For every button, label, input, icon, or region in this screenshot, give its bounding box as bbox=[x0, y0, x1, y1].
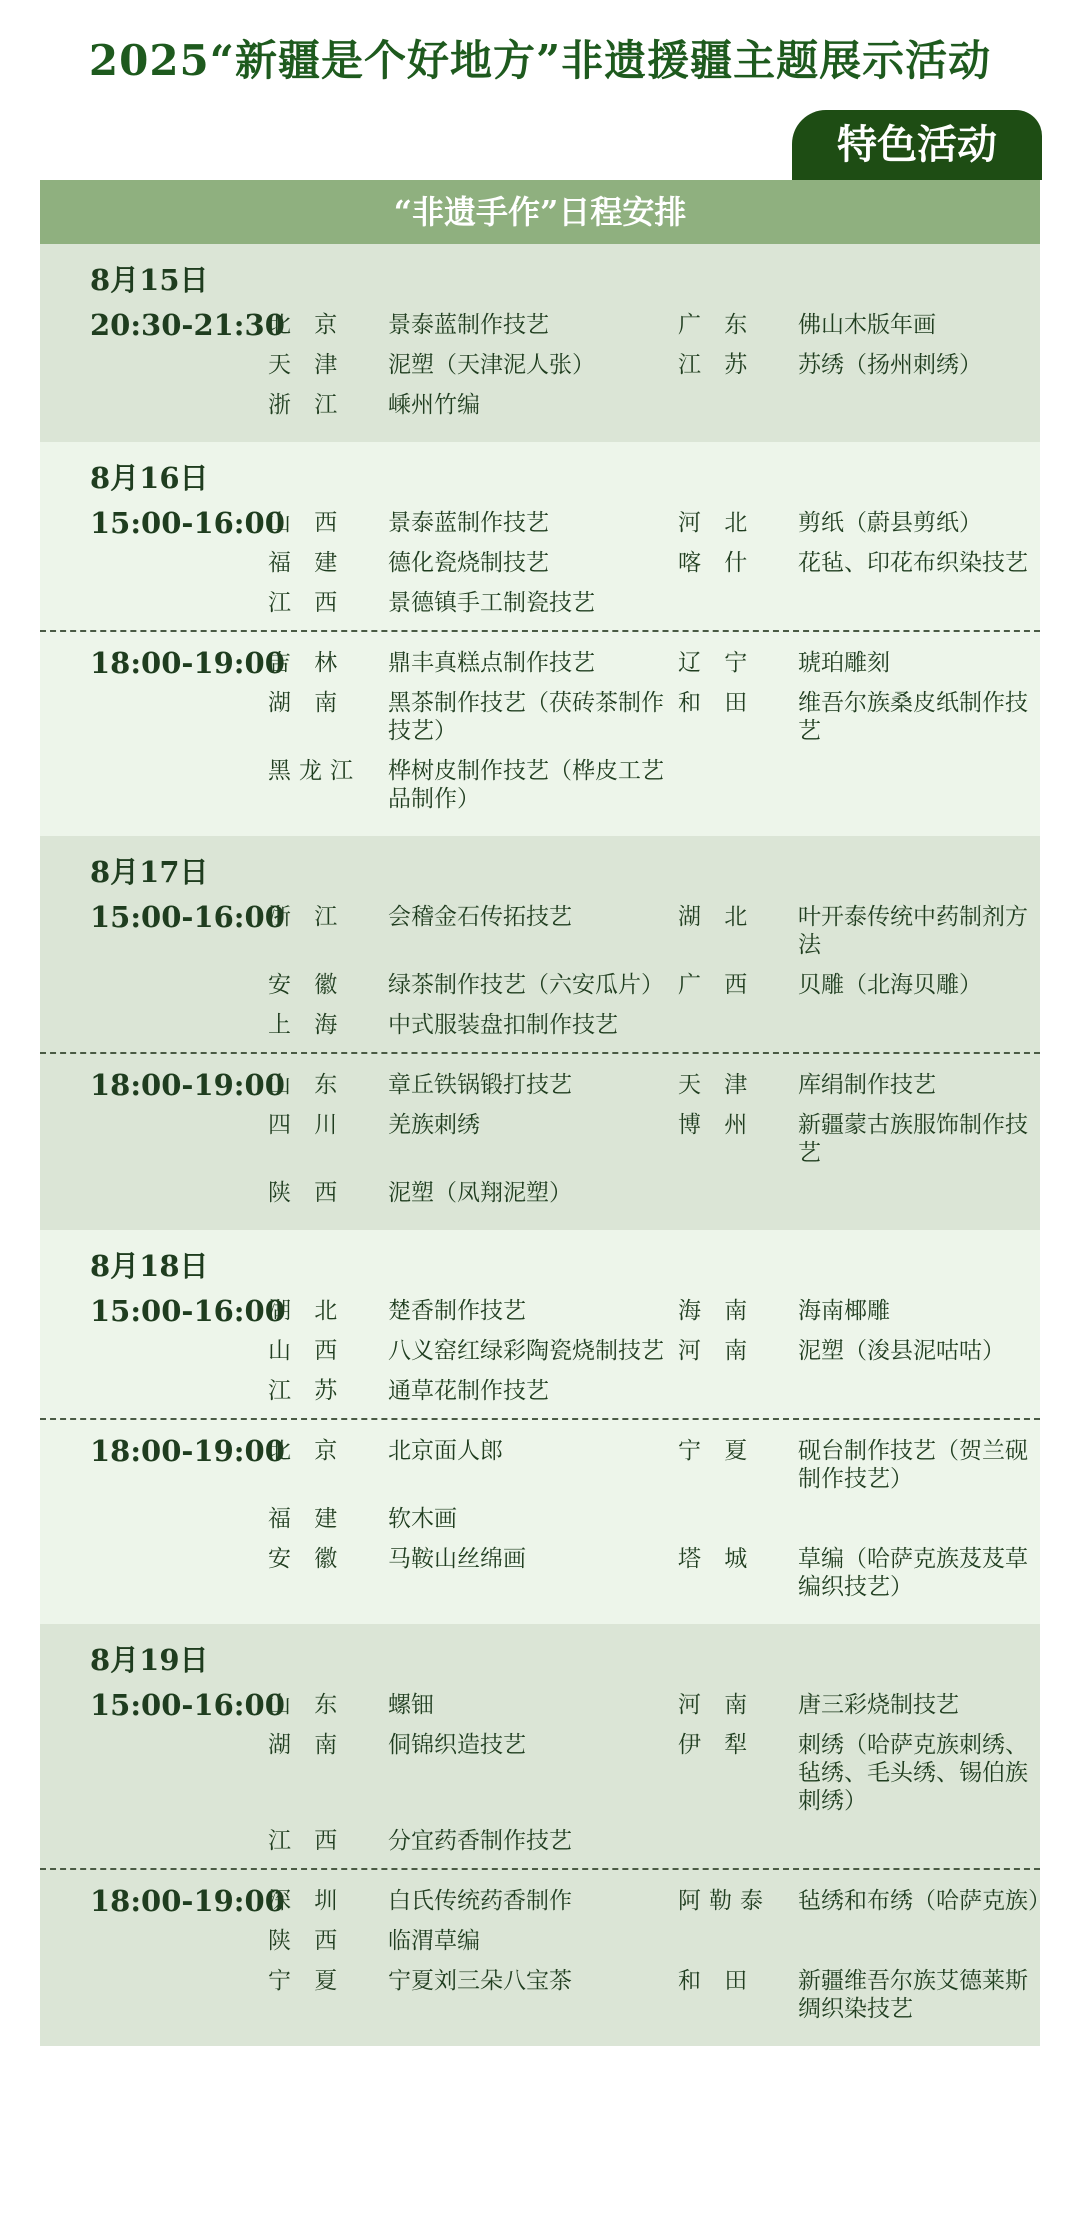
craft-left: 德化瓷烧制技艺 bbox=[388, 550, 549, 576]
session-time: 15:00-16:00 bbox=[90, 1294, 285, 1328]
province-left: 江 苏 bbox=[268, 1378, 346, 1404]
province-right bbox=[678, 586, 798, 620]
craft-left: 临渭草编 bbox=[388, 1928, 480, 1954]
province-left: 湖 南 bbox=[268, 690, 346, 716]
craft-left: 桦树皮制作技艺（桦皮工艺品制作） bbox=[388, 758, 664, 812]
craft-right: 剪纸（蔚县剪纸） bbox=[798, 510, 982, 536]
province-left: 深 圳 bbox=[268, 1888, 346, 1914]
province-right bbox=[678, 1374, 798, 1408]
feature-tag: 特色活动 bbox=[792, 110, 1042, 180]
craft-right: 贝雕（北海贝雕） bbox=[798, 972, 982, 998]
schedule-banner: “非遗手作”日程安排 bbox=[40, 180, 1040, 244]
craft-right bbox=[798, 1176, 1040, 1210]
province-right bbox=[678, 754, 798, 816]
craft-left: 黑茶制作技艺（茯砖茶制作技艺） bbox=[388, 690, 664, 744]
province-right bbox=[678, 1924, 798, 1958]
province-right: 伊 犁 bbox=[678, 1732, 756, 1758]
province-left: 浙 江 bbox=[268, 392, 346, 418]
province-right: 湖 北 bbox=[678, 904, 756, 930]
province-left: 山 西 bbox=[268, 1338, 346, 1364]
session-block bbox=[40, 302, 1040, 432]
craft-left: 八义窑红绿彩陶瓷烧制技艺 bbox=[388, 1338, 664, 1364]
craft-left: 通草花制作技艺 bbox=[388, 1378, 549, 1404]
province-left: 福 建 bbox=[268, 550, 346, 576]
province-right bbox=[678, 388, 798, 422]
craft-left: 宁夏刘三朵八宝茶 bbox=[388, 1968, 572, 1994]
session-grid bbox=[268, 1434, 1040, 1604]
session-block bbox=[40, 630, 1040, 826]
day-block bbox=[40, 244, 1040, 442]
craft-left: 侗锦织造技艺 bbox=[388, 1732, 526, 1758]
province-right: 喀 什 bbox=[678, 550, 756, 576]
craft-right: 佛山木版年画 bbox=[798, 312, 936, 338]
province-left: 北 京 bbox=[268, 312, 346, 338]
craft-right: 唐三彩烧制技艺 bbox=[798, 1692, 959, 1718]
craft-left: 会稽金石传拓技艺 bbox=[388, 904, 572, 930]
craft-left: 泥塑（凤翔泥塑） bbox=[388, 1180, 572, 1206]
craft-right bbox=[798, 388, 1040, 422]
province-right: 海 南 bbox=[678, 1298, 756, 1324]
province-left: 湖 南 bbox=[268, 1732, 346, 1758]
province-left: 湖 北 bbox=[268, 1298, 346, 1324]
day-date: 8月15日 bbox=[90, 263, 209, 297]
craft-left: 景德镇手工制瓷技艺 bbox=[388, 590, 595, 616]
session-time: 15:00-16:00 bbox=[90, 1688, 285, 1722]
day-date: 8月19日 bbox=[90, 1643, 209, 1677]
province-right: 宁 夏 bbox=[678, 1438, 756, 1464]
session-block bbox=[40, 1682, 1040, 1868]
craft-left: 章丘铁锅锻打技艺 bbox=[388, 1072, 572, 1098]
craft-right: 刺绣（哈萨克族刺绣、毡绣、毛头绣、锡伯族刺绣） bbox=[798, 1732, 1028, 1814]
province-left: 陕 西 bbox=[268, 1928, 346, 1954]
craft-right bbox=[798, 586, 1040, 620]
province-right: 辽 宁 bbox=[678, 650, 756, 676]
craft-left: 软木画 bbox=[388, 1506, 457, 1532]
craft-right: 新疆蒙古族服饰制作技艺 bbox=[798, 1112, 1028, 1166]
craft-left: 嵊州竹编 bbox=[388, 392, 480, 418]
craft-left: 白氏传统药香制作 bbox=[388, 1888, 572, 1914]
session-block bbox=[40, 1418, 1040, 1614]
session-block bbox=[40, 500, 1040, 630]
province-right: 阿勒泰 bbox=[678, 1888, 771, 1914]
province-left: 山 西 bbox=[268, 510, 346, 536]
craft-right: 苏绣（扬州刺绣） bbox=[798, 352, 982, 378]
day-date: 8月16日 bbox=[90, 461, 209, 495]
day-date: 8月17日 bbox=[90, 855, 209, 889]
province-right bbox=[678, 1502, 798, 1536]
province-left: 浙 江 bbox=[268, 904, 346, 930]
craft-right: 维吾尔族桑皮纸制作技艺 bbox=[798, 690, 1028, 744]
province-left: 山 东 bbox=[268, 1692, 346, 1718]
province-left: 安 徽 bbox=[268, 1546, 346, 1572]
craft-left: 泥塑（天津泥人张） bbox=[388, 352, 595, 378]
session-time: 18:00-19:00 bbox=[90, 1068, 285, 1102]
craft-left: 螺钿 bbox=[388, 1692, 434, 1718]
province-left: 江 西 bbox=[268, 1828, 346, 1854]
craft-left: 中式服装盘扣制作技艺 bbox=[388, 1012, 618, 1038]
session-grid bbox=[268, 900, 1040, 1042]
province-right: 博 州 bbox=[678, 1112, 756, 1138]
province-right: 江 苏 bbox=[678, 352, 756, 378]
province-left: 四 川 bbox=[268, 1112, 346, 1138]
session-time: 20:30-21:30 bbox=[90, 308, 285, 342]
session-block bbox=[40, 894, 1040, 1052]
province-left: 宁 夏 bbox=[268, 1968, 346, 1994]
session-time: 18:00-19:00 bbox=[90, 1884, 285, 1918]
craft-right: 琥珀雕刻 bbox=[798, 650, 890, 676]
session-time: 15:00-16:00 bbox=[90, 506, 285, 540]
craft-left: 景泰蓝制作技艺 bbox=[388, 312, 549, 338]
province-right: 河 北 bbox=[678, 510, 756, 536]
session-time: 18:00-19:00 bbox=[90, 1434, 285, 1468]
session-grid bbox=[268, 1688, 1040, 1858]
province-left: 天 津 bbox=[268, 352, 346, 378]
page-title: 2025“新疆是个好地方”非遗援疆主题展示活动 bbox=[88, 36, 992, 85]
craft-right: 海南椰雕 bbox=[798, 1298, 890, 1324]
province-right: 天 津 bbox=[678, 1072, 756, 1098]
day-block bbox=[40, 1230, 1040, 1624]
province-left: 江 西 bbox=[268, 590, 346, 616]
session-grid bbox=[268, 646, 1040, 816]
day-block bbox=[40, 836, 1040, 1230]
province-right: 广 东 bbox=[678, 312, 756, 338]
province-left: 上 海 bbox=[268, 1012, 346, 1038]
province-right: 和 田 bbox=[678, 690, 756, 716]
craft-left: 羌族刺绣 bbox=[388, 1112, 480, 1138]
province-right: 广 西 bbox=[678, 972, 756, 998]
craft-left: 景泰蓝制作技艺 bbox=[388, 510, 549, 536]
province-left: 黑龙江 bbox=[268, 758, 361, 784]
day-date: 8月18日 bbox=[90, 1249, 209, 1283]
craft-right: 库绢制作技艺 bbox=[798, 1072, 936, 1098]
craft-right bbox=[798, 1374, 1040, 1408]
province-right bbox=[678, 1176, 798, 1210]
craft-right bbox=[798, 1502, 1040, 1536]
province-left: 吉 林 bbox=[268, 650, 346, 676]
session-grid bbox=[268, 1068, 1040, 1210]
province-right bbox=[678, 1824, 798, 1858]
craft-right bbox=[798, 754, 1040, 816]
province-right: 河 南 bbox=[678, 1692, 756, 1718]
craft-right: 花毡、印花布织染技艺 bbox=[798, 550, 1028, 576]
craft-right: 毡绣和布绣（哈萨克族） bbox=[798, 1888, 1051, 1914]
session-block bbox=[40, 1288, 1040, 1418]
session-grid bbox=[268, 308, 1040, 422]
craft-right bbox=[798, 1924, 1040, 1958]
session-block bbox=[40, 1868, 1051, 2036]
craft-right: 新疆维吾尔族艾德莱斯绸织染技艺 bbox=[798, 1968, 1028, 2022]
craft-right bbox=[798, 1824, 1040, 1858]
province-right bbox=[678, 1008, 798, 1042]
province-left: 北 京 bbox=[268, 1438, 346, 1464]
craft-left: 楚香制作技艺 bbox=[388, 1298, 526, 1324]
craft-right: 泥塑（浚县泥咕咕） bbox=[798, 1338, 1005, 1364]
session-block bbox=[40, 1052, 1040, 1220]
schedule-table bbox=[40, 244, 1051, 2046]
session-grid bbox=[268, 1884, 1051, 2026]
craft-left: 马鞍山丝绵画 bbox=[388, 1546, 526, 1572]
day-block bbox=[40, 1624, 1051, 2046]
province-right: 河 南 bbox=[678, 1338, 756, 1364]
session-grid bbox=[268, 506, 1040, 620]
session-grid bbox=[268, 1294, 1040, 1408]
province-left: 福 建 bbox=[268, 1506, 346, 1532]
province-left: 陕 西 bbox=[268, 1180, 346, 1206]
craft-right: 叶开泰传统中药制剂方法 bbox=[798, 904, 1028, 958]
province-left: 山 东 bbox=[268, 1072, 346, 1098]
province-right: 和 田 bbox=[678, 1968, 756, 1994]
craft-right bbox=[798, 1008, 1040, 1042]
province-left: 安 徽 bbox=[268, 972, 346, 998]
province-right: 塔 城 bbox=[678, 1546, 756, 1572]
craft-left: 北京面人郎 bbox=[388, 1438, 503, 1464]
session-time: 15:00-16:00 bbox=[90, 900, 285, 934]
craft-left: 分宜药香制作技艺 bbox=[388, 1828, 572, 1854]
craft-left: 鼎丰真糕点制作技艺 bbox=[388, 650, 595, 676]
craft-right: 砚台制作技艺（贺兰砚制作技艺） bbox=[798, 1438, 1028, 1492]
day-block bbox=[40, 442, 1040, 836]
session-time: 18:00-19:00 bbox=[90, 646, 285, 680]
craft-right: 草编（哈萨克族芨芨草编织技艺） bbox=[798, 1546, 1028, 1600]
craft-left: 绿茶制作技艺（六安瓜片） bbox=[388, 972, 664, 998]
